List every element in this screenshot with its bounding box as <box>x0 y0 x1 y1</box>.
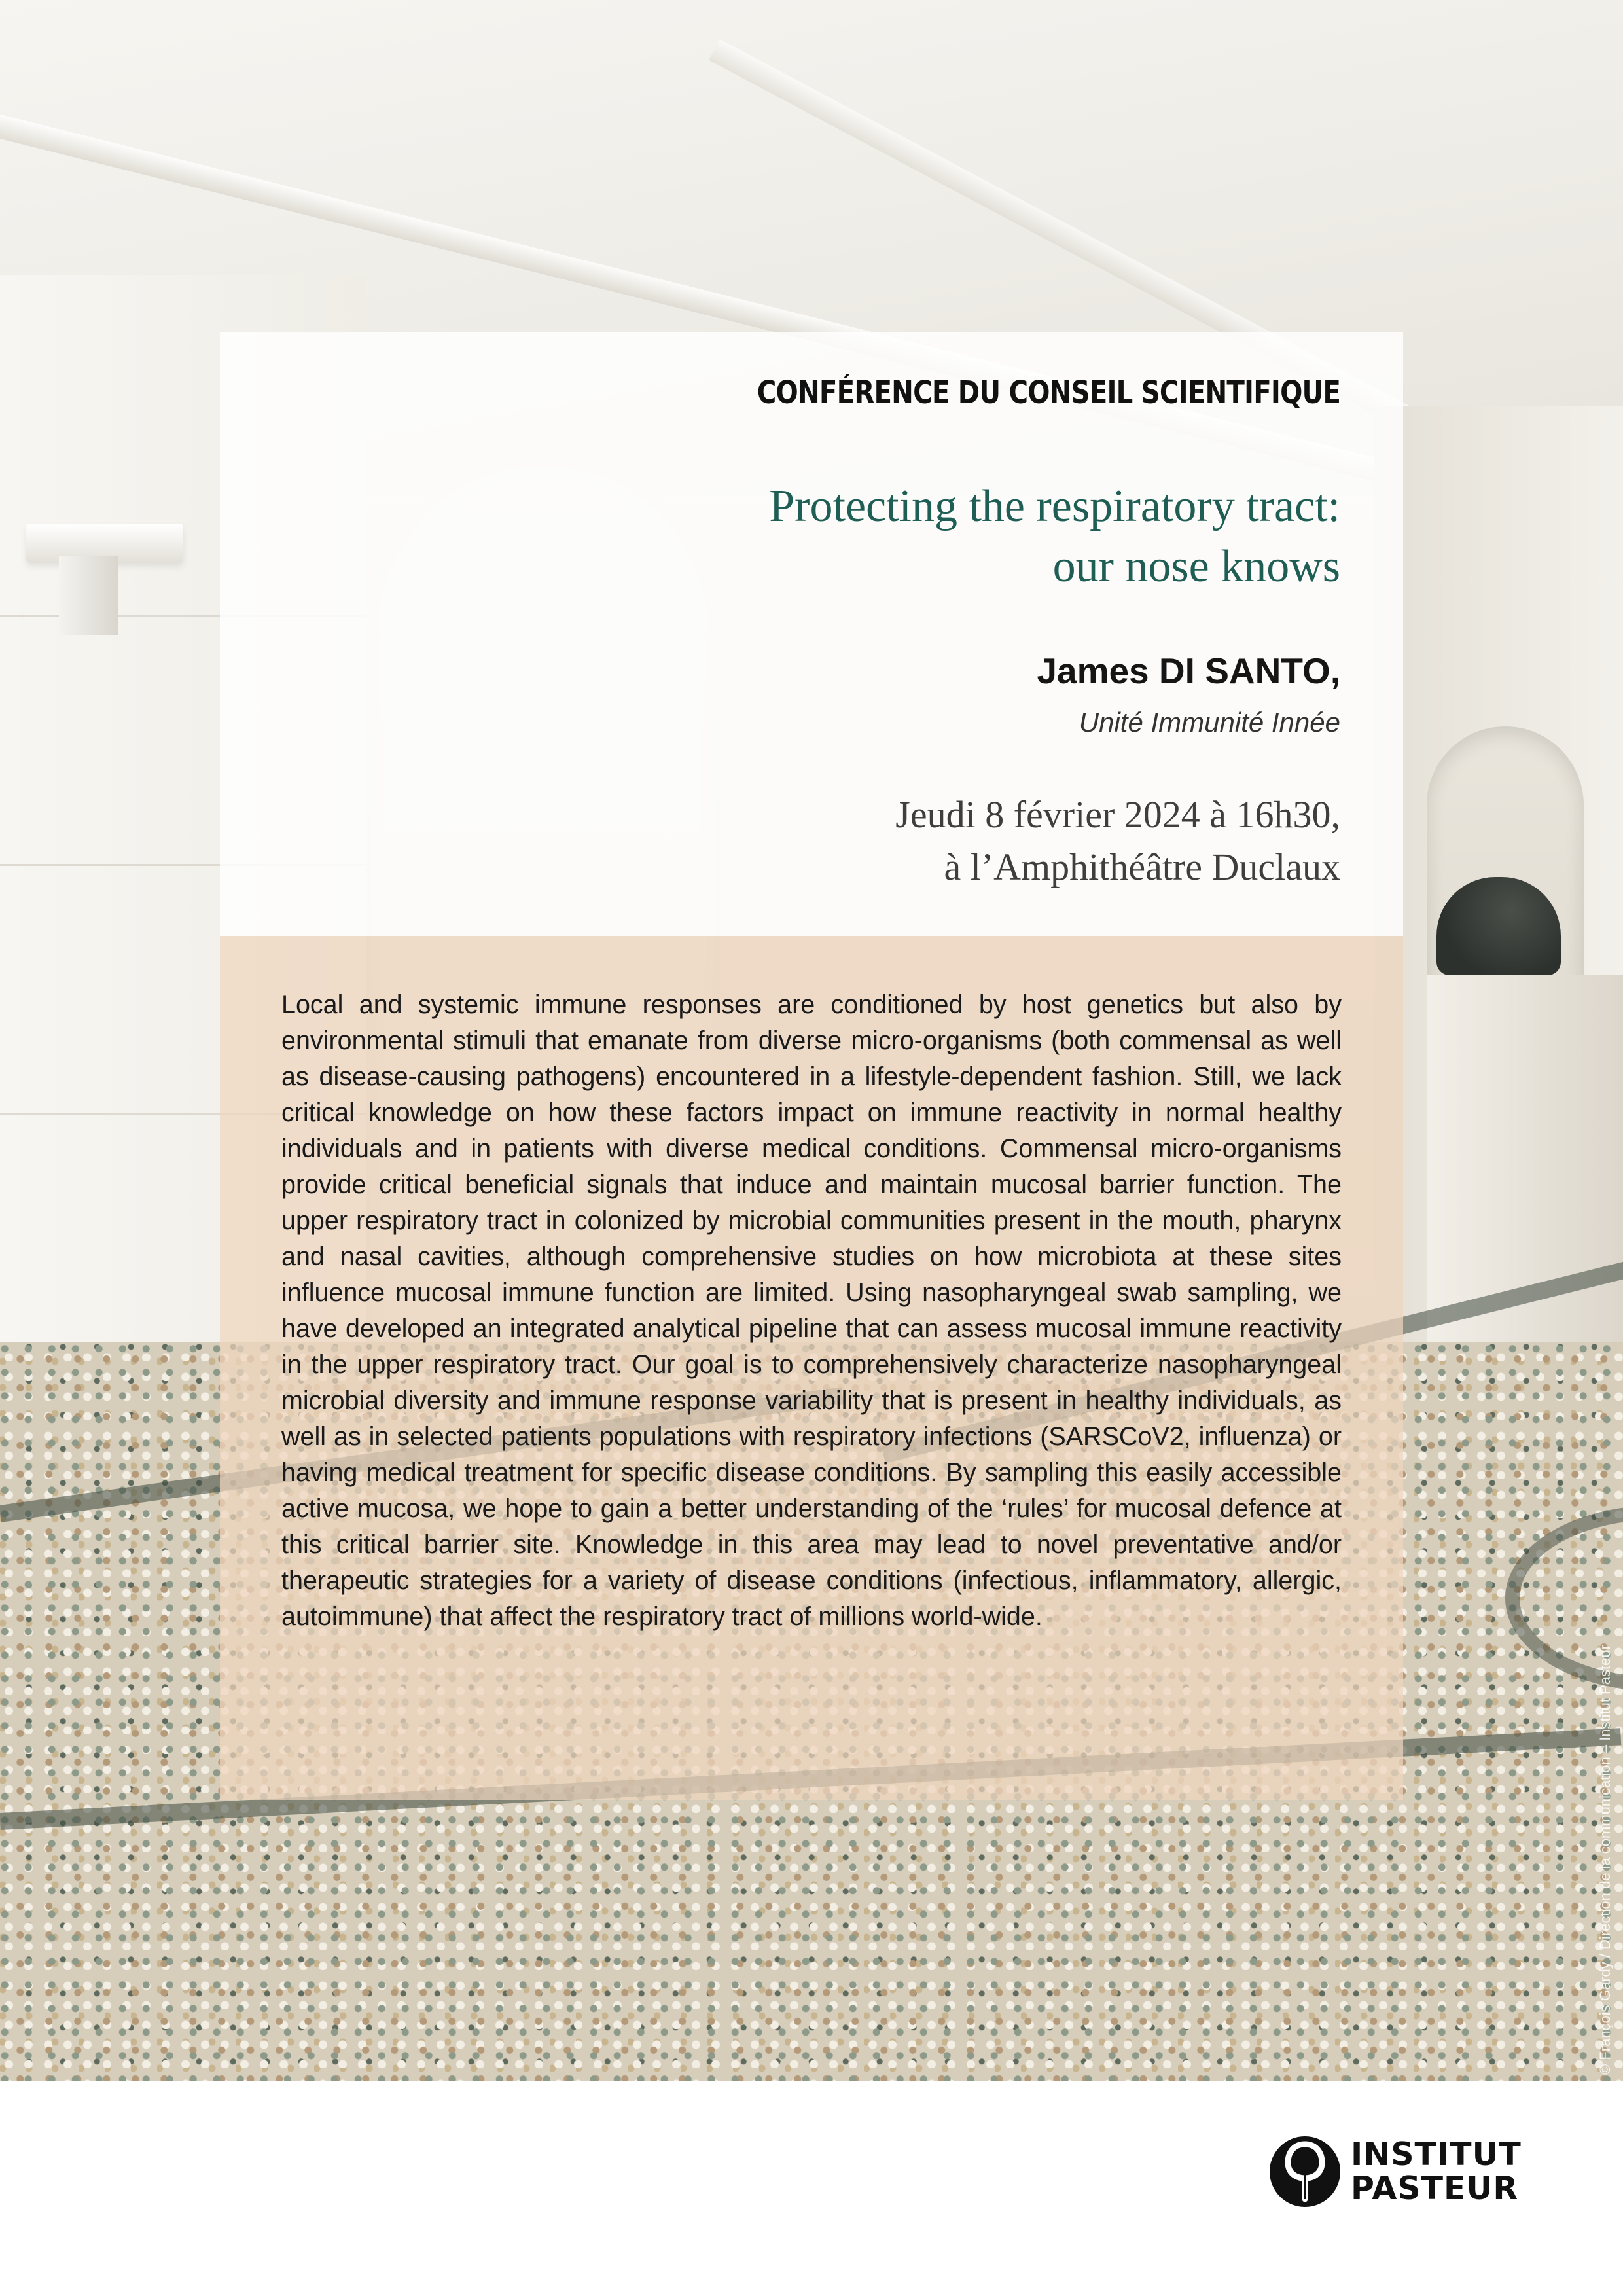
speaker-unit: Unité Immunité Innée <box>1079 707 1340 738</box>
photo-credit: © François Gardy / Direction de la communication – Institut Pasteur <box>1597 1645 1613 2075</box>
speaker-name: James DI SANTO, <box>1037 651 1340 691</box>
logo-line: INSTITUT <box>1351 2136 1522 2173</box>
talk-title <box>769 476 1340 597</box>
series-kicker: CONFÉRENCE DU CONSEIL SCIENTIFIQUE <box>757 374 1340 411</box>
institut-pasteur-logo-icon <box>1268 2135 1342 2208</box>
institut-pasteur-logo <box>1268 2135 1543 2214</box>
event-date: Jeudi 8 février 2024 à 16h30, <box>895 793 1340 836</box>
logo-line: PASTEUR <box>1351 2170 1519 2207</box>
abstract-text: Local and systemic immune responses are conditioned by host genetics but also by environmental stimuli that emanate from diverse micro-organisms (both commensal as well as disease-causing pathogens) encountered in a lifestyle-dependent fashion. Still, we lack critical knowledge on how these factors impact on immune reactivity in normal healthy individuals and in patients with diverse medical conditions. Commensal micro-organisms provide critical beneficial signals that induce and maintain mucosal barrier function. The upper respiratory tract in colonized by microbial communities present in the mouth, pharynx and nasal cavities, although comprehensive studies on how microbiota at these sites influence mucosal immune function are limited. Using nasopharyngeal swab sampling, we have developed an integrated analytical pipeline that can assess mucosal immune reactivity in the upper respiratory tract. Our goal is to comprehensively characterize nasopharyngeal microbial diversity and immune response variability that is present in healthy individuals, as well as in selected patients populations with respiratory infections (SARSCoV2, influenza) or having medical treatment for specific disease conditions. By sampling this easily accessible active mucosa, we hope to gain a better understanding of the ‘rules’ for mucosal defence at this critical barrier site. Knowledge in this area may lead to novel preventative and/or therapeutic strategies for a variety of disease conditions (infectious, inflammatory, allergic, autoimmune) that affect the respiratory tract of millions world-wide. <box>281 990 1342 1631</box>
event-venue: à l’Amphithéâtre Duclaux <box>944 846 1340 888</box>
talk-title-line: our nose knows <box>1052 541 1340 592</box>
talk-title-line: Protecting the respiratory tract: <box>769 481 1340 531</box>
logo-wordmark <box>1351 2138 1522 2206</box>
wall-lamp-stem <box>59 556 118 635</box>
event-details <box>895 789 1340 893</box>
